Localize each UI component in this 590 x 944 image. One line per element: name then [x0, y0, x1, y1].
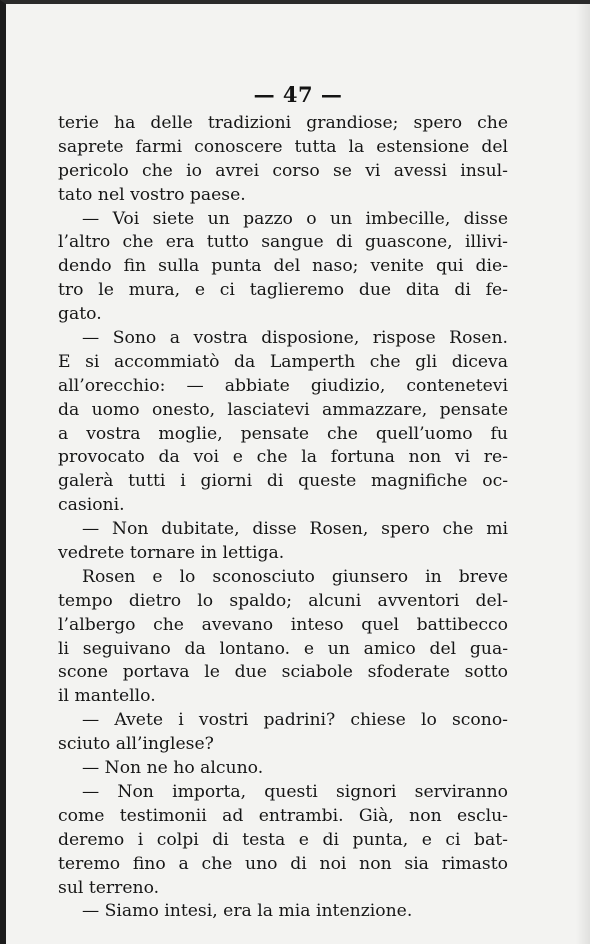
text-line: saprete farmi conoscere tutta la estensione del [58, 136, 508, 157]
text-line: da uomo onesto, lasciatevi ammazzare, pensate [58, 399, 508, 420]
text-line: — Sono a vostra disposione, rispose Rosen. [82, 328, 508, 349]
text-line: all’orecchio: — abbiate giudizio, contenetevi [58, 375, 508, 396]
text-line: dendo fin sulla punta del naso; venite qui die- [58, 256, 508, 277]
text-line: tato nel vostro paese. [58, 184, 246, 205]
text-line: pericolo che io avrei corso se vi avessi insul- [58, 160, 508, 181]
text-line: — Voi siete un pazzo o un imbecille, disse [82, 208, 508, 229]
text-line: galerà tutti i giorni di queste magnifiche oc- [58, 471, 508, 492]
text-line: vedrete tornare in lettiga. [58, 543, 285, 564]
text-line: — Avete i vostri padrini? chiese lo scono- [82, 710, 508, 731]
text-line: E si accommiatò da Lamperth che gli diceva [58, 351, 508, 372]
text-line: terie ha delle tradizioni grandiose; spero che [58, 113, 508, 133]
text-line: gato. [58, 304, 102, 325]
text-line: come testimonii ad entrambi. Già, non esclu- [58, 805, 508, 826]
text-line: provocato da voi e che la fortuna non vi re- [58, 447, 508, 468]
text-line: l’albergo che avevano inteso quel battibecco [58, 614, 508, 635]
text-line: — Non ne ho alcuno. [82, 758, 264, 779]
text-line: Rosen e lo sconosciuto giunsero in breve [82, 566, 508, 587]
text-line: sul terreno. [58, 877, 160, 898]
text-line: — Siamo intesi, era la mia intenzione. [82, 901, 413, 922]
page-edge-shadow [576, 4, 590, 944]
text-line: tro le mura, e ci taglieremo due dita di fe- [58, 280, 508, 301]
text-line: l’altro che era tutto sangue di guascone, illivi- [58, 232, 508, 253]
text-line: tempo dietro lo spaldo; alcuni avventori del- [58, 590, 508, 611]
text-line: il mantello. [58, 686, 156, 707]
text-line: scone portava le due sciabole sfoderate sotto [58, 662, 508, 683]
body-text [58, 112, 508, 924]
text-line: sciuto all’inglese? [58, 734, 214, 755]
text-line: teremo fino a che uno di noi non sia rimasto [58, 853, 508, 874]
text-line: deremo i colpi di testa e di punta, e ci bat- [58, 829, 508, 850]
text-line: a vostra moglie, pensate che quell’uomo fu [58, 423, 508, 444]
text-line: li seguivano da lontano. e un amico del gua- [58, 638, 508, 659]
text-line: — Non importa, questi signori serviranno [82, 781, 508, 802]
page-number: — 47 — [253, 82, 343, 107]
text-line: casioni. [58, 495, 125, 516]
text-line: — Non dubitate, disse Rosen, spero che mi [82, 519, 508, 540]
